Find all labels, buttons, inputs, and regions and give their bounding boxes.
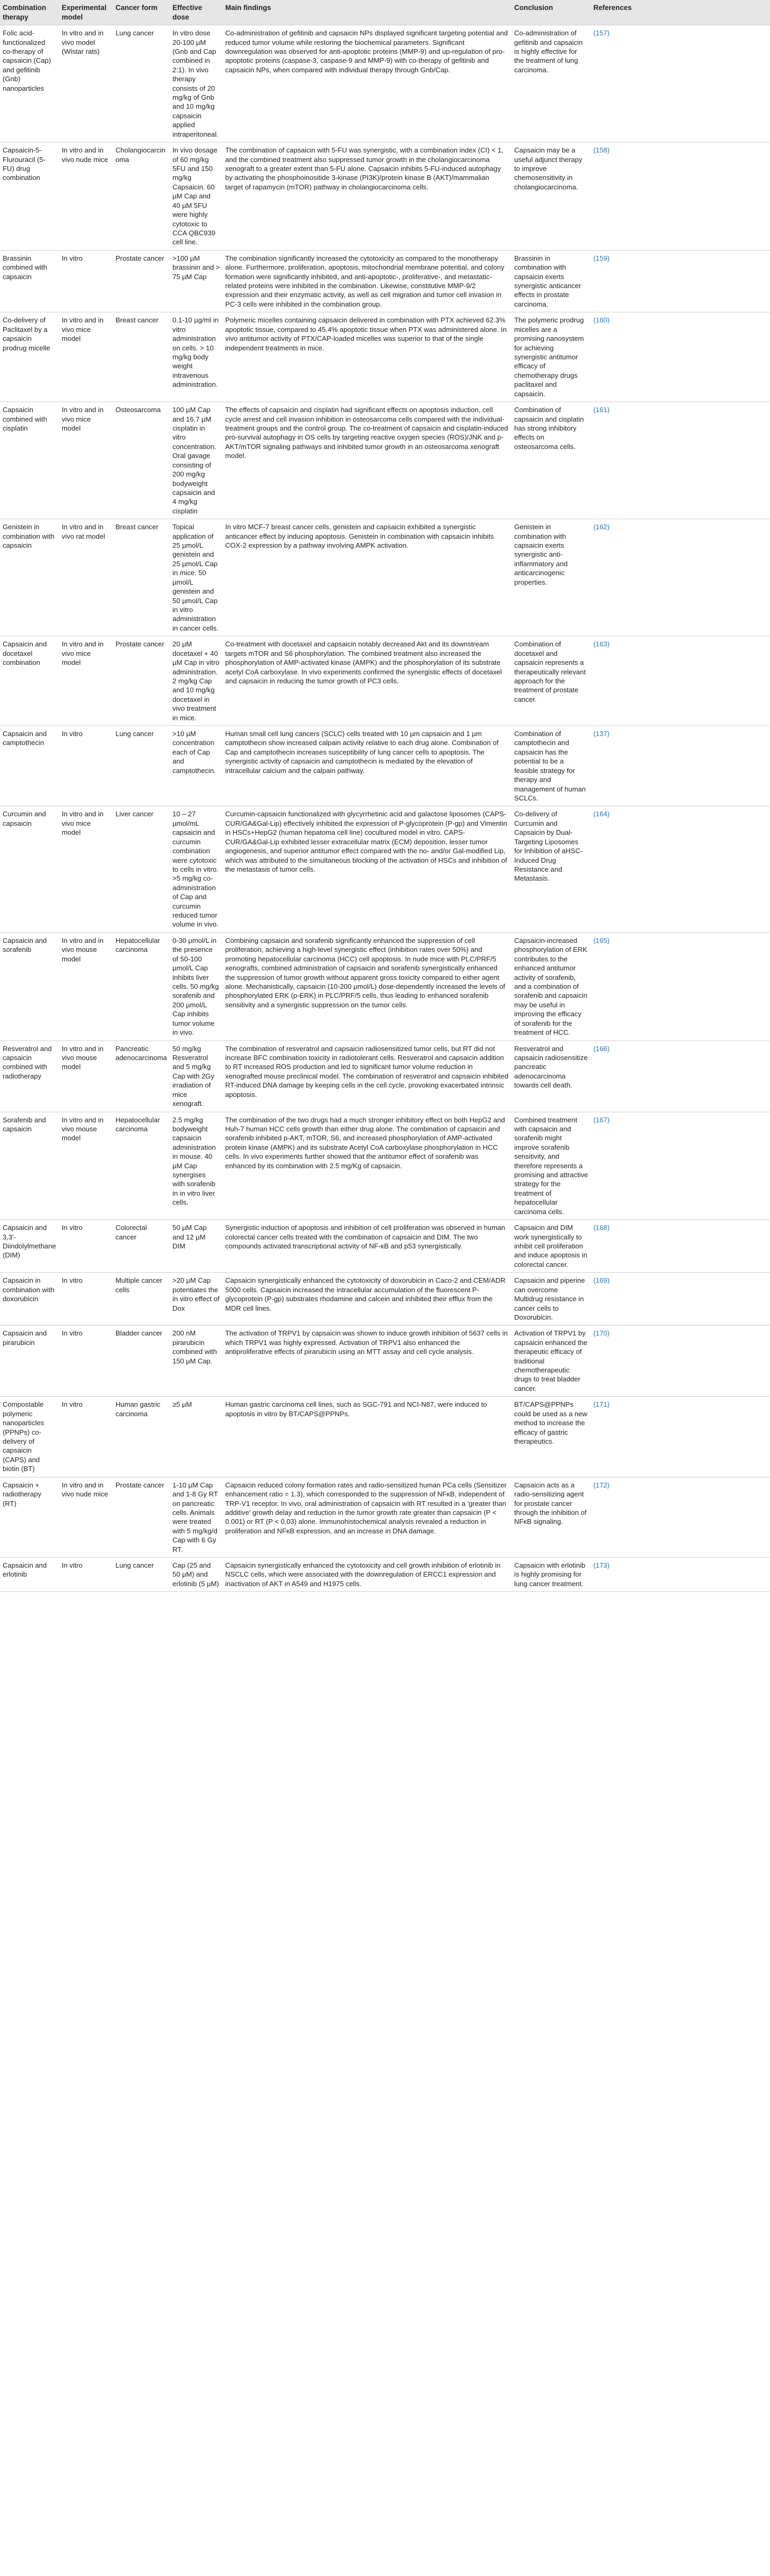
cell-experimental-model: In vitro and in vivo model (Wistar rats) [59,25,113,142]
cell-conclusion: Capsaicin and DIM work synergistically to inhibit cell proliferation and induce apoptosis in colorectal cancer. [512,1220,591,1273]
table-row [0,1041,770,1112]
cell-reference-link[interactable]: (160) [591,312,770,402]
cell-cancer-form: Lung cancer [113,1558,170,1592]
cell-cancer-form: Osteosarcoma [113,402,170,519]
table-row [0,1112,770,1220]
cell-experimental-model: In vitro [59,1397,113,1477]
cell-cancer-form: Hepatocellular carcinoma [113,932,170,1041]
cell-experimental-model: In vitro and in vivo mouse model [59,1112,113,1220]
cell-reference-link[interactable]: (137) [591,726,770,806]
cell-cancer-form: Colorectal cancer [113,1220,170,1273]
cell-effective-dose: ≥5 µM [170,1397,223,1477]
cell-combination-therapy: Brassinin combined with capsaicin [0,250,59,312]
header-conclusion: Conclusion [512,0,591,25]
cell-reference-link[interactable]: (162) [591,519,770,636]
cell-reference-link[interactable]: (159) [591,250,770,312]
cell-main-findings: Capsaicin reduced colony formation rates and radio-sensitized human PCa cells (Sensitizer enhancement ratio = 1.3), which corresponded to the suppression of NFκB, independent of TRP-V1 receptor. In vivo, oral administration of capsaicin with RT resulted in a 'greater than additive' growth delay and reduction in the tumor growth rate greater than capsaicin (P < 0.001) or RT (P < 0.03) alone. Immunohistochemical analysis revealed a reduction in proliferation and NFκB expression, and an increase in DNA damage. [223,1477,512,1557]
cell-reference-link[interactable]: (166) [591,1041,770,1112]
cell-reference-link[interactable]: (172) [591,1477,770,1557]
cell-effective-dose: 100 µM Cap and 16.7 µM cisplatin in vitro concentration. Oral gavage consisting of 200 mg/kg bodyweight capsaicin and 4 mg/kg cisplatin [170,402,223,519]
cell-conclusion: Combination of capsaicin and cisplatin has strong inhibitory effects on osteosarcoma cells. [512,402,591,519]
cell-experimental-model: In vitro [59,250,113,312]
cell-effective-dose: 200 nM pirarubicin combined with 150 µM Cap. [170,1325,223,1397]
header-experimental-model: Experimental model [59,0,113,25]
table-row [0,402,770,519]
header-combination-therapy: Combination therapy [0,0,59,25]
cell-reference-link[interactable]: (171) [591,1397,770,1477]
table-row [0,142,770,251]
cell-experimental-model: In vitro and in vivo nude mice [59,1477,113,1557]
cell-reference-link[interactable]: (164) [591,806,770,932]
cell-reference-link[interactable]: (173) [591,1558,770,1592]
cell-effective-dose: Cap (25 and 50 µM) and erlotinib (5 µM) [170,1558,223,1592]
cell-reference-link[interactable]: (163) [591,636,770,726]
cell-combination-therapy: Capsaicin in combination with doxorubicin [0,1273,59,1325]
cell-reference-link[interactable]: (165) [591,932,770,1041]
cell-experimental-model: In vitro [59,1325,113,1397]
table-row [0,1220,770,1273]
cell-effective-dose: 0-30 µmol/L in the presence of 50-100 µmol/L Cap inhibits liver cells. 50 mg/kg sorafenib and 200 µmol/L Cap inhibits tumor volume in vivo. [170,932,223,1041]
cell-main-findings: Co-administration of gefitinib and capsaicin NPs displayed significant targeting potential and reduced tumor volume while restoring the biochemical parameters. Significant downregulation was observed for anti-apoptotic proteins (MMP-9) and up-regulation of pro-apoptotic proteins (caspase-3, caspase-9 and MMP-9) with co-therapy of gefitinib and capsaicin NPs, when compared with individual therapy through Gnb/Cap. [223,25,512,142]
cell-effective-dose: 1-10 µM Cap and 1-8 Gy RT on pancreatic cells. Animals were treated with 5 mg/kg/d Cap with 6 Gy RT. [170,1477,223,1557]
cell-conclusion: Co-delivery of Curcumin and Capsaicin by Dual-Targeting Liposomes for Inhibition of aHSC-Induced Drug Resistance and Metastasis. [512,806,591,932]
table-row [0,250,770,312]
cell-combination-therapy: Capsaicin and camptothecin [0,726,59,806]
cell-reference-link[interactable]: (169) [591,1273,770,1325]
cell-main-findings: The combination of resveratrol and capsaicin radiosensitized tumor cells, but RT did not increase BFC combination toxicity in radiotolerant cells. Resveratrol and capsaicin addition to RT increased ROS production and led to significant tumor volume reduction in xenografted mouse preclinical model. The combination of resveratrol and capsaicin inhibited RT-induced DNA damage by keeping cells in the cell cycle, provoking exacerbated intrinsic apoptosis. [223,1041,512,1112]
cell-effective-dose: 50 µM Cap and 12 µM DIM [170,1220,223,1273]
cell-combination-therapy: Capsaicin and sorafenib [0,932,59,1041]
cell-main-findings: Human small cell lung cancers (SCLC) cells treated with 10 µm capsaicin and 1 µm camptothecin show increased calpain activity relative to each drug alone. Combination of Cap and camptothecin increases susceptibility of lung cancer cells to apoptosis. The synergistic activity of capsaicin and camptothecin is mediated by the elevation of intracellular calcium and the calpain pathway. [223,726,512,806]
table-row [0,1477,770,1557]
cell-conclusion: Capsaicin-increased phosphorylation of ERK contributes to the enhanced antitumor activity of sorafenib, and a combination of sorafenib and capsaicin may be useful in improving the efficacy of sorafenib for the treatment of HCC. [512,932,591,1041]
cell-combination-therapy: Capsaicin + radiotherapy (RT) [0,1477,59,1557]
cell-cancer-form: Liver cancer [113,806,170,932]
cell-experimental-model: In vitro and in vivo mouse model [59,1041,113,1112]
table-row [0,312,770,402]
cell-conclusion: Activation of TRPV1 by capsaicin enhanced the therapeutic efficacy of traditional chemotherapeutic drugs to treat bladder cancer. [512,1325,591,1397]
cell-reference-link[interactable]: (161) [591,402,770,519]
cell-combination-therapy: Resveratrol and capsaicin combined with radiotherapy [0,1041,59,1112]
cell-cancer-form: Human gastric carcinoma [113,1397,170,1477]
cell-main-findings: Capsaicin synergistically enhanced the cytotoxicity of doxorubicin in Caco-2 and CEM/ADR 5000 cells. Capsaicin increased the intracellular accumulation of the fluorescent P-glycoprotein (P-gp) substrates rhodamine and calcein and inhibited their efflux from the MDR cell lines. [223,1273,512,1325]
cell-reference-link[interactable]: (157) [591,25,770,142]
cell-conclusion: Capsaicin acts as a radio-sensitizing agent for prostate cancer through the inhibition of NFκB signaling. [512,1477,591,1557]
table-row [0,519,770,636]
header-row [0,0,770,25]
cell-combination-therapy: Co-delivery of Paclitaxel by a capsaicin prodrug micelle [0,312,59,402]
cell-experimental-model: In vitro [59,1558,113,1592]
table-row [0,636,770,726]
table-row [0,806,770,932]
cell-cancer-form: Lung cancer [113,25,170,142]
table-row [0,1273,770,1325]
cell-experimental-model: In vitro and in vivo mice model [59,636,113,726]
cell-experimental-model: In vitro and in vivo mouse model [59,932,113,1041]
cell-main-findings: Combining capsaicin and sorafenib significantly enhanced the suppression of cell proliferation, achieving a high-level synergistic effect (inhibition rates over 50%) and promoting hepatocellular carcinoma (HCC) cell apoptosis. In nude mice with PLC/PRF/5 xenografts, combined administration of capsaicin and sorafenib synergistically enhanced the suppression of tumor growth without apparent gross toxicity compared to either agent alone. Mechanistically, capsaicin (10-200 µmol/L) dose-dependently increased the levels of phosphorylated ERK (p-ERK) in PLC/PRF/5 cells, thus leading to enhanced sorafenib sensitivity and a synergistic suppression on the tumor cells. [223,932,512,1041]
cell-experimental-model: In vitro [59,1220,113,1273]
cell-cancer-form: Breast cancer [113,519,170,636]
cell-effective-dose: 20 µM docetaxel + 40 µM Cap in vitro administration. 2 mg/kg Cap and 10 mg/kg docetaxel in vivo treatment in mice. [170,636,223,726]
table-body [0,25,770,1592]
cell-combination-therapy: Capsaicin and erlotinib [0,1558,59,1592]
cell-effective-dose: In vitro dose 20-100 µM (Gnb and Cap combined in 2:1). In vivo therapy consists of 20 mg/kg of Gnb and 10 mg/kg capsaicin applied intraperitoneal. [170,25,223,142]
cell-main-findings: Co-treatment with docetaxel and capsaicin notably decreased Akt and its downstream targets mTOR and S6 phosphorylation. The combined treatment also increased the phosphorylation of AMP-activated kinase (AMPK) and the phosphorylation of its substrate acetyl CoA carboxylase. In vivo experiments confirmed the synergistic effects of docetaxel and capsaicin in reducing the tumor growth of PC3 cells. [223,636,512,726]
header-cancer-form: Cancer form [113,0,170,25]
cell-main-findings: Human gastric carcinoma cell lines, such as SGC-791 and NCI-N87, were induced to apoptosis in vitro by BT/CAPS@PPNPs. [223,1397,512,1477]
cell-effective-dose: 0.1-10 µg/ml in vitro administration on cells. > 10 mg/kg body weight intravenous administration. [170,312,223,402]
cell-experimental-model: In vitro and in vivo mice model [59,806,113,932]
cell-conclusion: BT/CAPS@PPNPs could be used as a new method to increase the efficacy of gastric therapeutics. [512,1397,591,1477]
table-row [0,1558,770,1592]
cell-conclusion: Genistein in combination with capsaicin exerts synergistic anti-inflammatory and anticarcinogenic properties. [512,519,591,636]
cell-effective-dose: >10 µM concentration each of Cap and camptothecin. [170,726,223,806]
cell-conclusion: Capsaicin may be a useful adjunct therapy to improve chemosensitivity in cholangiocarcinoma. [512,142,591,251]
cell-experimental-model: In vitro and in vivo mice model [59,312,113,402]
cell-conclusion: Brassinin in combination with capsaicin exerts synergistic anticancer effects in prostate carcinoma. [512,250,591,312]
cell-reference-link[interactable]: (170) [591,1325,770,1397]
header-main-findings: Main findings [223,0,512,25]
cell-combination-therapy: Capsaicin combined with cisplatin [0,402,59,519]
table-row [0,726,770,806]
cell-effective-dose: 50 mg/kg Resveratrol and 5 mg/kg Cap with 2Gy irradiation of mice xenograft. [170,1041,223,1112]
cell-main-findings: The combination significantly increased the cytotoxicity as compared to the monotherapy alone. Furthermore, proliferation, apoptosis, mitochondrial membrane potential, and colony formation were significantly inhibited, and anti-apoptotic-, proliferative-, and metastatic-related proteins were inhibited in the combination. Likewise, constitutive MMP-9/2 expression and their enzymatic activity, as well as cell migration and tumor cell invasion in PC-3 cells were inhibited in the combination group. [223,250,512,312]
cell-experimental-model: In vitro and in vivo nude mice [59,142,113,251]
cell-main-findings: Polymeric micelles containing capsaicin delivered in combination with PTX achieved 62.3% apoptotic tissue, compared to 45.4% apoptotic tissue when PTX was administered alone. In vivo antitumor activity of PTX/CAP-loaded micelles was superior to that of the single independent treatments in mice. [223,312,512,402]
cell-main-findings: The activation of TRPV1 by capsaicin was shown to induce growth inhibition of 5637 cells in which TRPV1 was highly expressed. Activation of TRPV1 also enhanced the antiproliferative effects of pirarubicin using an MTT assay and cell cycle analysis. [223,1325,512,1397]
cell-effective-dose: Topical application of 25 µmol/L genistein and 25 µmol/L Cap in mice. 50 µmol/L genistein and 50 µmol/L Cap in vitro administration in cancer cells. [170,519,223,636]
cell-conclusion: Capsaicin and piperine can overcome Multidrug resistance in cancer cells to Doxorubicin. [512,1273,591,1325]
cell-effective-dose: >100 µM brassinin and > 75 µM Cap [170,250,223,312]
table-row [0,932,770,1041]
cell-combination-therapy: Folic acid-functionalized co-therapy of capsaicin (Cap) and gefitinib (Gnb) nanoparticles [0,25,59,142]
cell-combination-therapy: Genistein in combination with capsaicin [0,519,59,636]
cell-experimental-model: In vitro and in vivo rat model [59,519,113,636]
cell-reference-link[interactable]: (158) [591,142,770,251]
cell-experimental-model: In vitro [59,726,113,806]
cell-main-findings: The effects of capsaicin and cisplatin had significant effects on apoptosis induction, cell cycle arrest and cell invasion inhibition in osteosarcoma cells compared with the individual-treatment groups and the control group. The co-treatment of capsaicin and cisplatin-induced pro-survival autophagy in OS cells by targeting reactive oxygen species (ROS)/JNK and p-AKT/mTOR signaling pathways and inhibited tumor growth in an osteosarcoma xenograft model. [223,402,512,519]
cell-cancer-form: Hepatocellular carcinoma [113,1112,170,1220]
cell-conclusion: The polymeric prodrug micelles are a promising nanosystem for achieving synergistic antitumor efficacy of chemotherapy drugs paclitaxel and capsaicin. [512,312,591,402]
cell-cancer-form: Cholangiocarcinoma [113,142,170,251]
cell-effective-dose: 2.5 mg/kg bodyweight capsaicin administration in mouse. 40 µM Cap synergises with sorafenib in in vitro liver cells. [170,1112,223,1220]
cell-main-findings: Capsaicin synergistically enhanced the cytotoxicity and cell growth inhibition of erlotinib in NSCLC cells, which were associated with the downregulation of ERCC1 expression and inactivation of AKT in A549 and H1975 cells. [223,1558,512,1592]
cell-cancer-form: Bladder cancer [113,1325,170,1397]
cell-main-findings: The combination of capsaicin with 5-FU was synergistic, with a combination index (CI) < 1, and the combined treatment also suppressed tumor growth in the cholangiocarcinoma xenograft to a greater extent than 5-FU alone. Capsaicin inhibits 5-FU-induced autophagy by activating the phosphoinositide 3-kinase (PI3K)/protein kinase B (AKT)/mammalian target of rapamycin (mTOR) pathway in cholangiocarcinoma cells. [223,142,512,251]
cell-conclusion: Co-administration of gefitinib and capsaicin is highly effective for the treatment of lung carcinoma. [512,25,591,142]
header-effective-dose: Effective dose [170,0,223,25]
cell-combination-therapy: Capsaicin-5-Flurouracil (5-FU) drug combination [0,142,59,251]
cell-effective-dose: 10 – 27 µmol/mL capsaicin and curcumin combination were cytotoxic to cells in vitro. >5 mg/kg co-administration of Cap and curcumin reduced tumor volume in vivo. [170,806,223,932]
cell-main-findings: Synergistic induction of apoptosis and inhibition of cell proliferation was observed in human colorectal cancer cells treated with the combination of capsaicin and DIM. The two compounds activated transcriptional activity of NF-κB and p53 synergistically. [223,1220,512,1273]
cell-effective-dose: >20 µM Cap potentiates the in vitro effect of Dox [170,1273,223,1325]
cell-main-findings: Curcumin-capsaicin functionalized with glycyrrhetinic acid and galactose liposomes (CAPS-CUR/GA&Gal-Lip) effectively inhibited the expression of P-glycoprotein (P-gp) and Vimentin in HSCs+HepG2 (human hepatoma cell line) cocultured model in vitro. CAPS-CUR/GA&Gal-Lip exhibited lesser extracellular matrix (ECM) deposition, lesser tumor angiogenesis, and superior antitumor effect compared with the no- and/or Gal-modified Lip, which was attributed to the simultaneous blocking of the activation of HSCs and inhibition of the metastasis of tumor cells. [223,806,512,932]
cell-cancer-form: Multiple cancer cells [113,1273,170,1325]
cell-experimental-model: In vitro [59,1273,113,1325]
cell-combination-therapy: Capsaicin and pirarubicin [0,1325,59,1397]
cell-cancer-form: Breast cancer [113,312,170,402]
cell-conclusion: Combination of docetaxel and capsaicin represents a therapeutically relevant approach for the treatment of prostate cancer. [512,636,591,726]
cell-experimental-model: In vitro and in vivo mice model [59,402,113,519]
cell-combination-therapy: Capsaicin and docetaxel combination [0,636,59,726]
cell-conclusion: Resveratrol and capsaicin radiosensitize pancreatic adenocarcinoma towards cell death. [512,1041,591,1112]
table-row [0,1397,770,1477]
cell-reference-link[interactable]: (168) [591,1220,770,1273]
cell-combination-therapy: Sorafenib and capsaicin [0,1112,59,1220]
cell-main-findings: In vitro MCF-7 breast cancer cells, genistein and capsaicin exhibited a synergistic anticancer effect by inducing apoptosis. Genistein in combination with capsaicin inhibits COX-2 expression by a pathway involving AMPK activation. [223,519,512,636]
cell-combination-therapy: Compostable polymeric nanoparticles (PPNPs) co-delivery of capsaicin (CAPS) and biotin (BT) [0,1397,59,1477]
cell-reference-link[interactable]: (167) [591,1112,770,1220]
table-row [0,1325,770,1397]
cell-conclusion: Capsaicin with erlotinib is highly promising for lung cancer treatment. [512,1558,591,1592]
cell-conclusion: Combined treatment with capsaicin and sorafenib might improve sorafenib sensitivity, and therefore represents a promising and attractive strategy for the treatment of hepatocellular carcinoma cells. [512,1112,591,1220]
cell-cancer-form: Prostate cancer [113,1477,170,1557]
table-header [0,0,770,25]
cell-conclusion: Combination of camptothecin and capsaicin has the potential to be a feasible strategy for therapy and management of human SCLCs. [512,726,591,806]
cell-combination-therapy: Capsaicin and 3,3'-Diindolylmethane (DIM) [0,1220,59,1273]
cell-effective-dose: In vivo dosage of 60 mg/kg 5FU and 150 mg/kg Capsaicin. 60 µM Cap and 40 µM 5FU were highly cytotoxic to CCA QBC939 cell line. [170,142,223,251]
table-row [0,25,770,142]
cell-main-findings: The combination of the two drugs had a much stronger inhibitory effect on both HepG2 and Huh-7 human HCC cells growth than either drug alone. The combination of capsaicin and sorafenib inhibited p-AKT, mTOR, S6, and increased phosphorylation of AMP-activated protein kinase (AMPK) and its substrate Acetyl CoA carboxylase phosphorylation in HCC cells. In vivo experiments further showed that the antitumor effect of sorafenib was enhanced by its combination with 2.5 mg/Kg of capsaicin. [223,1112,512,1220]
cell-cancer-form: Pancreatic adenocarcinoma [113,1041,170,1112]
cell-cancer-form: Prostate cancer [113,636,170,726]
cell-combination-therapy: Curcumin and capsaicin [0,806,59,932]
cell-cancer-form: Prostate cancer [113,250,170,312]
header-references: References [591,0,770,25]
cell-cancer-form: Lung cancer [113,726,170,806]
